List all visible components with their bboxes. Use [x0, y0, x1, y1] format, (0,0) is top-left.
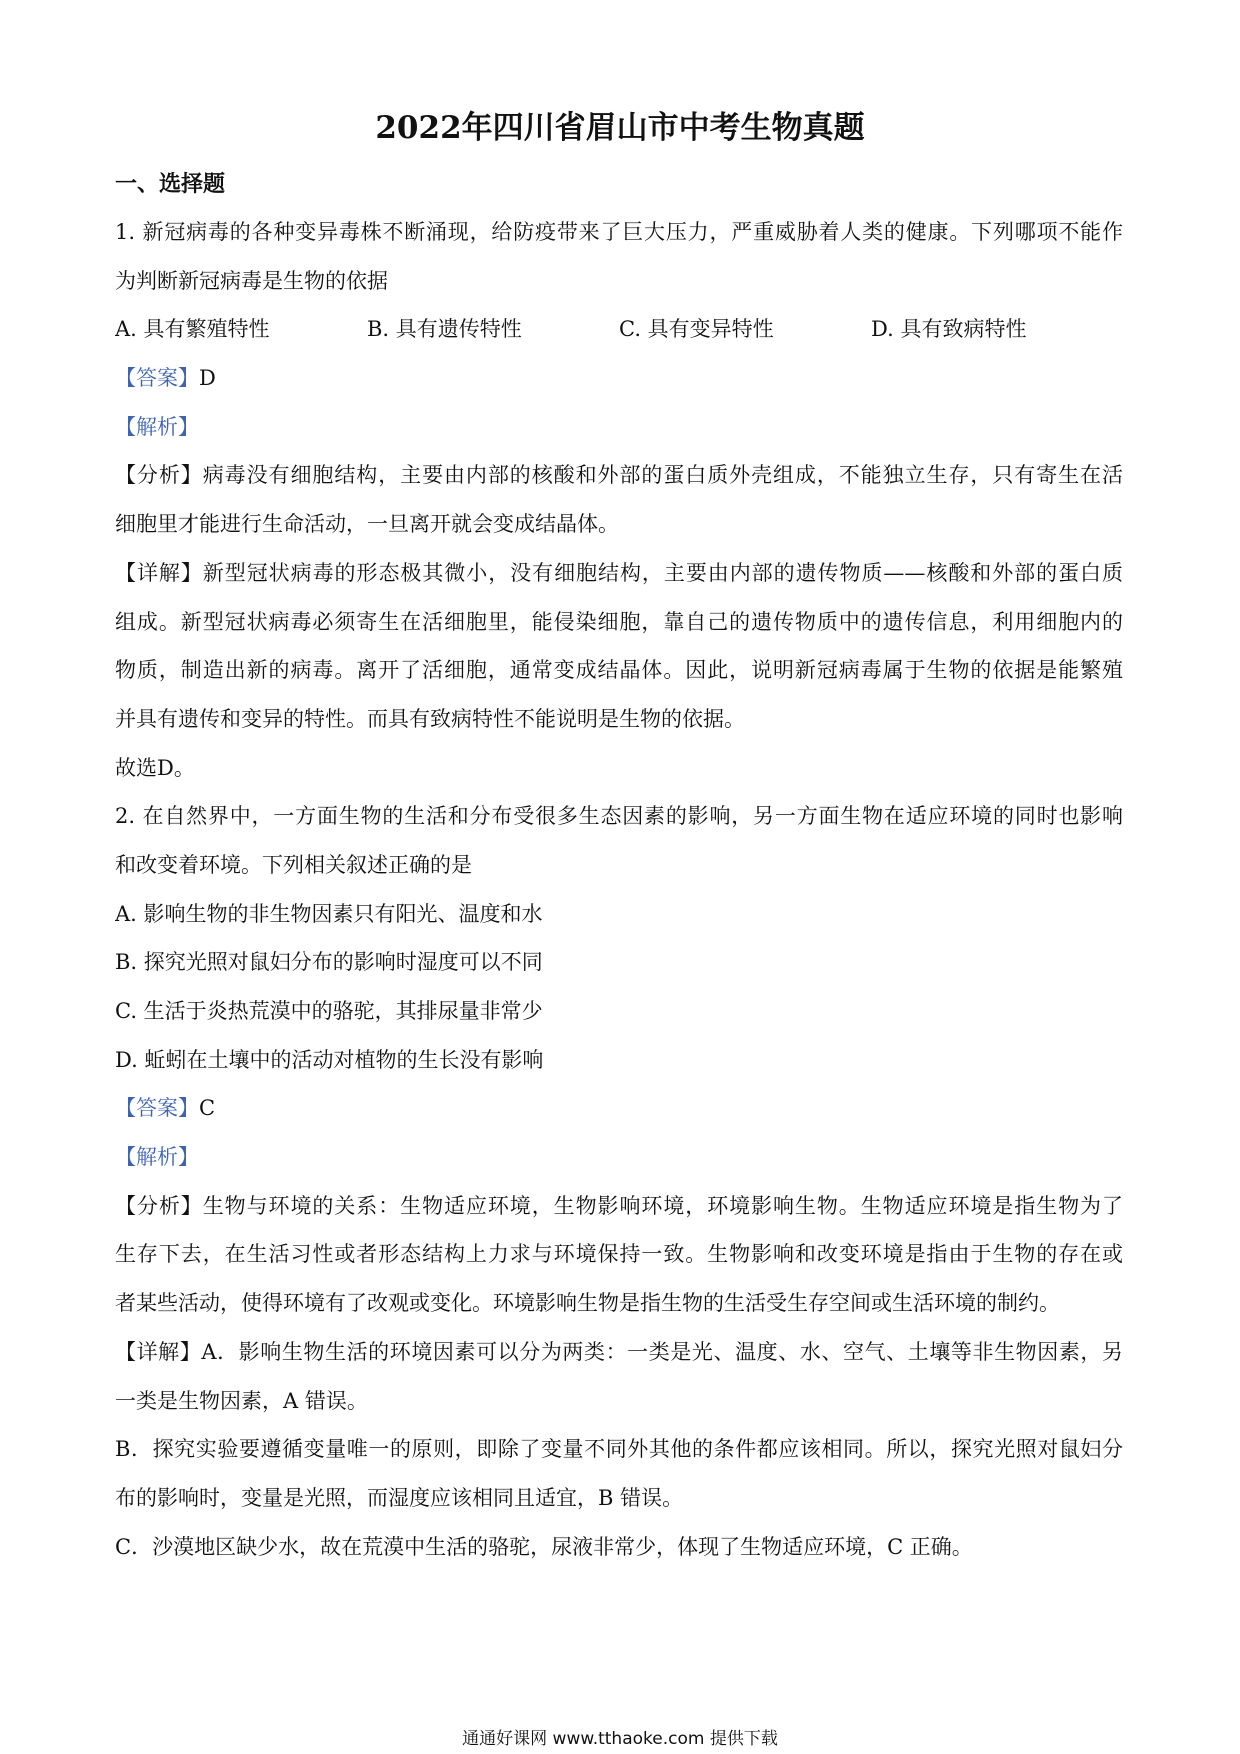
detail-line: 【详解】A．影响生物生活的环境因素可以分为两类：一类是光、温度、水、空气、土壤等非生物因素，另: [115, 1339, 1123, 1364]
option-a: A. 具有繁殖特性: [115, 317, 270, 342]
detail-line: C．沙漠地区缺少水，故在荒漠中生活的骆驼，尿液非常少，体现了生物适应环境，C 正确。: [115, 1534, 973, 1559]
answer-line: [115, 354, 1123, 403]
document-body: [115, 208, 1123, 1571]
section-heading: 一、选择题: [115, 171, 226, 197]
question-1: [115, 208, 1123, 792]
page-footer: 通通好课网 www.tthaoke.com 提供下载: [462, 1729, 778, 1749]
detail-line: B．探究实验要遵循变量唯一的原则，即除了变量不同外其他的条件都应该相同。所以，探究光照对鼠妇分: [115, 1437, 1123, 1462]
analysis-line: 【分析】病毒没有细胞结构，主要由内部的核酸和外部的蛋白质外壳组成，不能独立生存，只有寄生在活: [115, 463, 1123, 488]
option-a: A. 影响生物的非生物因素只有阳光、温度和水: [115, 901, 543, 926]
option-d: D. 蚯蚓在土壤中的活动对植物的生长没有影响: [115, 1047, 544, 1072]
option-c: C. 具有变异特性: [619, 317, 774, 342]
answer-value: C: [199, 1096, 216, 1121]
detail-line: 【详解】新型冠状病毒的形态极其微小，没有细胞结构，主要由内部的遗传物质——核酸和外部的蛋白质: [115, 560, 1123, 585]
conclusion: 故选D。: [115, 755, 195, 780]
question-stem-line: 2. 在自然界中，一方面生物的生活和分布受很多生态因素的影响，另一方面生物在适应环境的同时也影响: [115, 804, 1123, 829]
analysis-line: 细胞里才能进行生命活动，一旦离开就会变成结晶体。: [115, 512, 619, 537]
page-title: 2022年四川省眉山市中考生物真题: [375, 110, 865, 146]
detail-line: 并具有遗传和变异的特性。而具有致病特性不能说明是生物的依据。: [115, 706, 745, 731]
explanation-line: [115, 403, 1123, 452]
analysis-line: 者某些活动，使得环境有了改观或变化。环境影响生物是指生物的生活受生存空间或生活环境的制约。: [115, 1291, 1060, 1316]
analysis-line: 生存下去，在生活习性或者形态结构上力求与环境保持一致。生物影响和改变环境是指由于生物的存在或: [115, 1242, 1123, 1267]
question-stem-line: 为判断新冠病毒是生物的依据: [115, 268, 388, 293]
explanation-label: 【解析】: [115, 1145, 199, 1170]
answer-value: D: [199, 366, 216, 391]
answer-label: 【答案】: [115, 1096, 199, 1121]
explanation-label: 【解析】: [115, 414, 199, 439]
analysis-line: 【分析】生物与环境的关系：生物适应环境，生物影响环境，环境影响生物。生物适应环境是指生物为了: [115, 1193, 1123, 1218]
detail-line: 一类是生物因素，A 错误。: [115, 1388, 368, 1413]
option-b: B. 具有遗传特性: [367, 317, 522, 342]
options-row: [115, 305, 1123, 354]
answer-line: [115, 1084, 1123, 1133]
question-stem-line: 和改变着环境。下列相关叙述正确的是: [115, 852, 472, 877]
answer-label: 【答案】: [115, 366, 199, 391]
question-2: [115, 792, 1123, 1571]
option-d: D. 具有致病特性: [871, 317, 1027, 342]
detail-line: 物质，制造出新的病毒。离开了活细胞，通常变成结晶体。因此，说明新冠病毒属于生物的依据是能繁殖: [115, 658, 1123, 683]
question-stem-line: 1. 新冠病毒的各种变异毒株不断涌现，给防疫带来了巨大压力，严重威胁着人类的健康。下列哪项不能作: [115, 220, 1123, 244]
option-c: C. 生活于炎热荒漠中的骆驼，其排尿量非常少: [115, 999, 543, 1023]
detail-line: 布的影响时，变量是光照，而湿度应该相同且适宜，B 错误。: [115, 1485, 684, 1510]
detail-line: 组成。新型冠状病毒必须寄生在活细胞里，能侵染细胞，靠自己的遗传物质中的遗传信息，利用细胞内的: [115, 609, 1123, 634]
explanation-line: [115, 1133, 1123, 1182]
option-b: B. 探究光照对鼠妇分布的影响时湿度可以不同: [115, 950, 543, 975]
